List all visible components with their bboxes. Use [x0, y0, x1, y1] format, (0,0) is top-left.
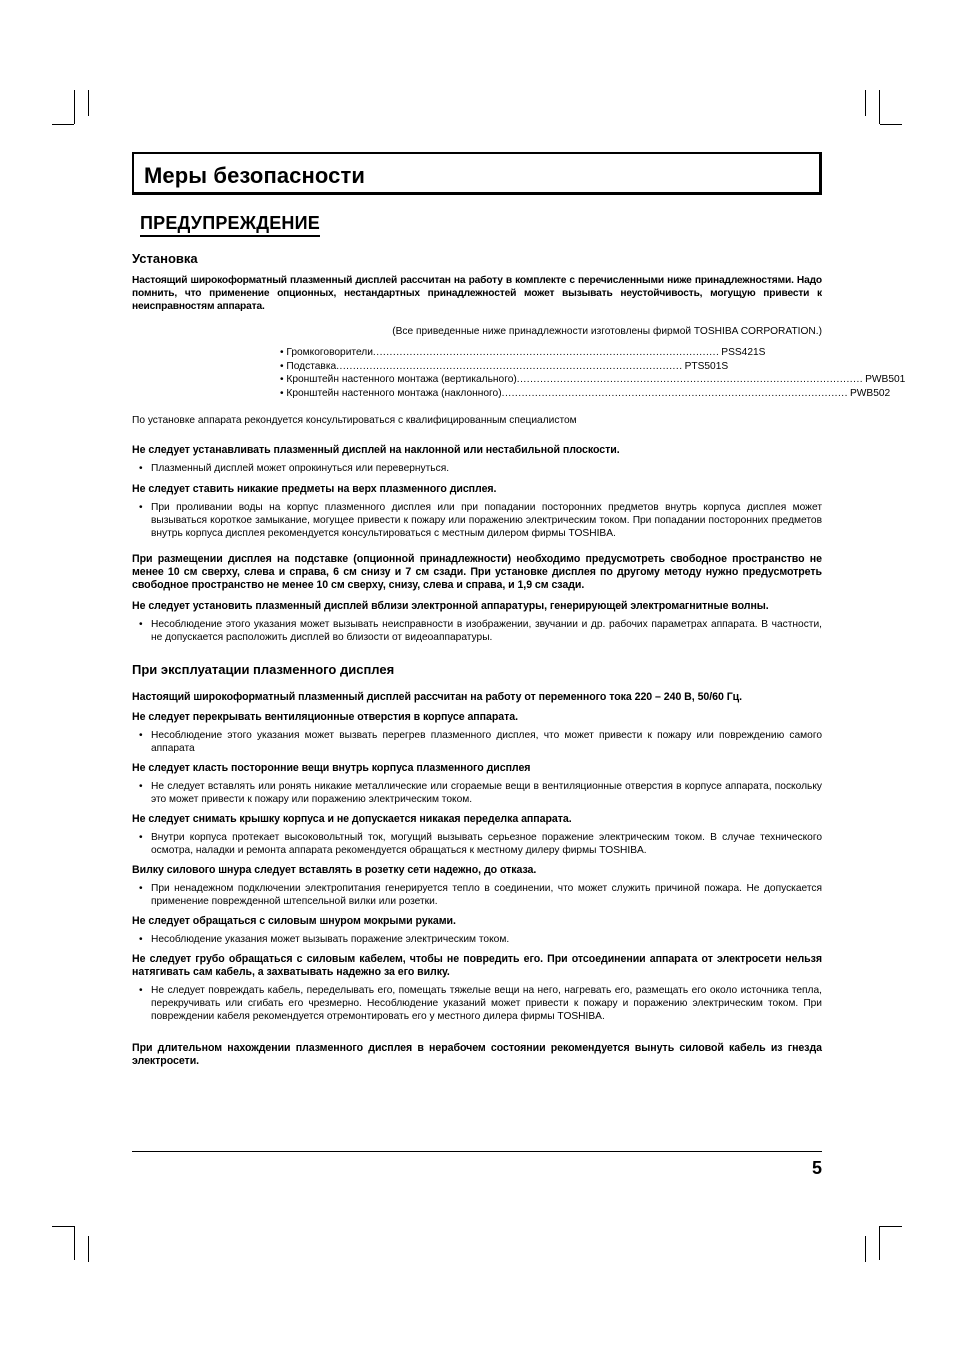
accessory-list: [280, 346, 906, 400]
leader-dots: ........................................................................................................: [501, 387, 848, 399]
operation-item-bullet: [132, 831, 822, 857]
operation-item-bullet: [132, 729, 822, 755]
bullet-text: Не следует повреждать кабель, переделывать его, помещать тяжелые вещи на него, нагревать его, размещать его около источника тепла, перекручивать или сгибать его чрезмерно. Несоблюдение указаний может привести к пожару и поражению электрическим током. При повреждении кабеля рекомендуется отремонтировать его у местного дилера фирмы TOSHIBA.: [151, 985, 822, 1022]
operation-item-heading: Не следует снимать крышку корпуса и не допускается никакая переделка аппарата.: [132, 813, 572, 825]
leader-dots: ........................................................................................................: [336, 360, 683, 372]
bullet-dot: •: [139, 985, 143, 996]
install-item-heading: При размещении дисплея на подставке (опционной принадлежности) необходимо предусмотреть свободное пространство не менее 10 см сверху, слева и справа, 6 см снизу и 7 см сзади. При установке дисплея по другому методу нужно предусмотреть свободное пространство не менее 10 см сверху, снизу, слева и справа, и 1,9 см сзади.: [132, 553, 822, 591]
bullet-dot: •: [139, 781, 143, 792]
bullet-dot: •: [139, 502, 143, 513]
operation-item-heading: Не следует грубо обращаться с силовым кабелем, чтобы не повредить его. При отсоединении аппарата от электросети нельзя натягивать сам кабель, а захватывать надежно за его вилку.: [132, 953, 822, 978]
page-title: Меры безопасности: [132, 152, 822, 195]
crop-mark: [52, 1226, 74, 1227]
final-recommendation: При длительном нахождении плазменного дисплея в нерабочем состоянии рекомендуется вынуть силовой кабель из гнезда электросети.: [132, 1042, 822, 1067]
bullet-text: Несоблюдение этого указания может вызывать неисправности в изображении, звучании и др. рабочих параметрах аппаратa. В частности, не допускается расположить дисплей во близости от видеоаппаратуры.: [151, 619, 822, 643]
crop-mark: [880, 1226, 902, 1227]
operation-item-bullet: [132, 933, 822, 946]
consult-note: По установке аппарата рекондуется консультироваться с квалифицированным специалистом: [132, 415, 577, 426]
crop-mark: [74, 1226, 75, 1260]
footer-rule: [132, 1151, 822, 1152]
accessory-item: [280, 360, 729, 374]
crop-mark: [52, 124, 74, 125]
bullet-dot: •: [139, 619, 143, 630]
crop-mark: [88, 1236, 89, 1262]
accessory-code: PWB501: [865, 374, 906, 385]
bullet-text: Несоблюдение указания может вызывать поражение электрическим током.: [151, 934, 510, 945]
install-item-heading: Не следует установить плазменный дисплей вблизи электронной аппаратуры, генерирующей электромагнитные волны.: [132, 600, 769, 612]
install-item-heading: Не следует ставить никакие предметы на верх плазменного дисплея.: [132, 483, 497, 495]
crop-mark: [74, 90, 75, 124]
bullet-text: При ненадежном подключении электропитания генерируется тепло в соединении, что может служить причиной пожара. Не допускается применение поврежденной штепсельной вилки или розетки.: [151, 883, 822, 907]
operation-item-heading: Вилку силового шнура следует вставлять в розетку сети надежно, до отказа.: [132, 864, 537, 876]
warning-heading: ПРЕДУПРЕЖДЕНИЕ: [140, 213, 320, 237]
bullet-dot: •: [139, 832, 143, 843]
power-requirement: Настоящий широкоформатный плазменный дисплей рассчитан на работу от переменного тока 220 – 240 В, 50/60 Гц.: [132, 691, 743, 703]
bullet-dot: •: [139, 730, 143, 741]
accessory-name: • Кронштейн настенного монтажа (вертикального): [280, 374, 517, 385]
manufacturer-note: (Все приведенные ниже принадлежности изготовлены фирмой TOSHIBA CORPORATION.): [392, 326, 822, 337]
crop-mark: [88, 90, 89, 116]
operation-item-bullet: [132, 780, 822, 806]
operation-heading: При эксплуатации плазменного дисплея: [132, 662, 395, 677]
leader-dots: ........................................................................................................: [372, 347, 720, 358]
accessory-name: • Кронштейн настенного монтажа (наклонного): [280, 387, 502, 399]
accessory-code: PSS421S: [721, 347, 766, 358]
accessory-name: • Громкоговорители: [280, 347, 373, 358]
crop-mark: [865, 1236, 866, 1262]
install-item-bullet: [132, 462, 822, 475]
leader-dots: ........................................................................................................: [516, 374, 864, 385]
accessory-code: PWB502: [849, 387, 891, 399]
bullet-dot: •: [139, 883, 143, 894]
bullet-text: Не следует вставлять или ронять никакие металлические или сгораемые вещи в вентиляционные отверстия в корпусе аппарата, поскольку это может привести к пожару или поражению электрическим током.: [151, 781, 822, 805]
accessory-item: [280, 373, 906, 387]
accessory-name: • Подставка: [280, 360, 337, 372]
bullet-text: При проливании воды на корпус плазменного дисплея или при попадании посторонних предметов внутрь корпуса дисплея может вызываться короткое замыкание, могущее привести к пожару или поражению электрическим током. При попадании посторонних предметов внутрь корпуса дисплея рекомендуется консультироваться с местным дилером фирмы TOSHIBA.: [151, 502, 822, 539]
accessory-code: PTS501S: [684, 360, 729, 372]
bullet-dot: •: [139, 463, 143, 474]
operation-item-bullet: [132, 984, 822, 1023]
page-content: [132, 152, 906, 1068]
install-item-heading: Не следует устанавливать плазменный дисплей на наклонной или нестабильной плоскости.: [132, 444, 620, 456]
accessory-item: [280, 346, 766, 360]
install-heading: Установка: [132, 251, 198, 266]
crop-mark: [865, 90, 866, 116]
bullet-text: Внутри корпуса протекает высоковольтный ток, могущий вызывать серьезное поражение электрическим током. В случае технического осмотра, наладки и ремонта аппарата рекомендуется обращаться к местному дилеру фирмы TOSHIBA.: [151, 832, 822, 856]
install-item-bullet: [132, 501, 822, 540]
page-number: 5: [811, 1158, 822, 1178]
install-intro: Настоящий широкоформатный плазменный дисплей рассчитан на работу в комплекте с перечисленными ниже принадлежностями. Надо помнить, что применение опционных, нестандартных принадлежностей может вызывать неустойчивость, могущую привести к неисправностям аппарата.: [132, 275, 822, 312]
install-item-bullet: [132, 618, 822, 644]
bullet-text: Несоблюдение этого указания может вызвать перегрев плазменного дисплея, что может привести к пожару или повреждению самого аппарата: [151, 730, 822, 754]
accessory-item: [280, 387, 891, 401]
operation-item-heading: Не следует класть посторонние вещи внутрь корпуса плазменного дисплея: [132, 762, 531, 774]
crop-mark: [879, 90, 880, 124]
crop-mark: [879, 1226, 880, 1260]
operation-item-heading: Не следует перекрывать вентиляционные отверстия в корпусе аппарата.: [132, 711, 518, 723]
operation-item-heading: Не следует обращаться с силовым шнуром мокрыми руками.: [132, 915, 456, 927]
crop-mark: [880, 124, 902, 125]
bullet-dot: •: [139, 934, 143, 945]
bullet-text: Плазменный дисплей может опрокинуться или перевернуться.: [151, 463, 450, 474]
operation-item-bullet: [132, 882, 822, 908]
